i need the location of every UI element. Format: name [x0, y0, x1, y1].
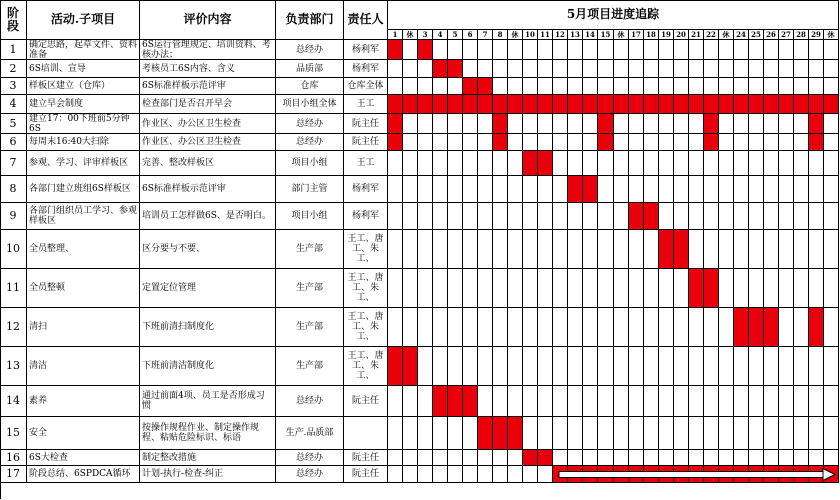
arrow-head — [823, 469, 835, 481]
row-17-stage[interactable]: 17 — [0, 466, 27, 483]
header-activity[interactable]: 活动.子项目 — [27, 0, 140, 40]
row-3-activity[interactable]: 样板区建立（仓库） — [27, 78, 140, 95]
row-12-department[interactable]: 生产部 — [276, 308, 344, 347]
row-11-evaluation[interactable]: 定置定位管理 — [140, 269, 276, 308]
row-17-department[interactable]: 总经办 — [276, 466, 344, 483]
row-5-stage[interactable]: 5 — [0, 114, 27, 134]
row-14-activity[interactable]: 素养 — [27, 386, 140, 417]
row-2-activity[interactable]: 6S培训、宣导 — [27, 60, 140, 78]
row-1-evaluation[interactable]: 6S运行管理规定、培训资料、考核办法； — [140, 40, 276, 60]
row-9-activity[interactable]: 各部门组织员工学习、参观样板区 — [27, 203, 140, 230]
day-header-23[interactable]: 24 — [734, 30, 749, 40]
row-16-owner[interactable]: 阮主任 — [344, 450, 388, 466]
row-6-activity[interactable]: 每周末16:40大扫除 — [27, 134, 140, 151]
day-header-2[interactable]: 3 — [418, 30, 433, 40]
row-16-evaluation[interactable]: 制定整改措施 — [140, 450, 276, 466]
row-15-department[interactable]: 生产.品质部 — [276, 417, 344, 450]
row-9-stage[interactable]: 9 — [0, 203, 27, 230]
row-13-evaluation[interactable]: 下班前清洁制度化 — [140, 347, 276, 386]
row-1-department[interactable]: 总经办 — [276, 40, 344, 60]
row-8-stage[interactable]: 8 — [0, 176, 27, 203]
row-10-owner[interactable]: 王工、唐工、朱工、 — [344, 230, 388, 269]
row-17-activity[interactable]: 阶段总结、6SPDCA循环 — [27, 466, 140, 483]
header-department[interactable]: 负责部门 — [276, 0, 344, 40]
header-stage[interactable]: 阶段 — [0, 0, 27, 40]
day-header-28[interactable]: 29 — [809, 30, 824, 40]
row-13-activity[interactable]: 清洁 — [27, 347, 140, 386]
day-header-24[interactable]: 25 — [749, 30, 764, 40]
row-17-owner[interactable]: 阮主任 — [344, 466, 388, 483]
row-2-evaluation[interactable]: 考核员工6S内容、含义 — [140, 60, 276, 78]
row-6-owner[interactable]: 阮主任 — [344, 134, 388, 151]
row-14-owner[interactable]: 阮主任 — [344, 386, 388, 417]
day-header-19[interactable]: 20 — [674, 30, 689, 40]
row-7-owner[interactable]: 王工 — [344, 151, 388, 176]
row-11-stage[interactable]: 11 — [0, 269, 27, 308]
row-9-evaluation[interactable]: 培训员工怎样做6S、是否明白。 — [140, 203, 276, 230]
day-header-4[interactable]: 5 — [448, 30, 463, 40]
row-13-department[interactable]: 生产部 — [276, 347, 344, 386]
row-6-department[interactable]: 总经办 — [276, 134, 344, 151]
day-header-13[interactable]: 14 — [583, 30, 598, 40]
row-5-activity[interactable]: 建立17：00下班前5分钟6S — [27, 114, 140, 134]
day-header-0[interactable]: 1 — [388, 30, 403, 40]
day-header-14[interactable]: 15 — [598, 30, 614, 40]
day-header-26[interactable]: 27 — [779, 30, 794, 40]
row-3-department[interactable]: 仓库 — [276, 78, 344, 95]
row-4-owner[interactable]: 王工 — [344, 95, 388, 114]
row-3-evaluation[interactable]: 6S标准样板示范评审 — [140, 78, 276, 95]
row-12-stage[interactable]: 12 — [0, 308, 27, 347]
row-16-department[interactable]: 总经办 — [276, 450, 344, 466]
row-8-evaluation[interactable]: 6S标准样板示范评审 — [140, 176, 276, 203]
row-8-department[interactable]: 部门主管 — [276, 176, 344, 203]
day-header-25[interactable]: 26 — [764, 30, 779, 40]
row-12-activity[interactable]: 清扫 — [27, 308, 140, 347]
row-5-owner[interactable]: 阮主任 — [344, 114, 388, 134]
row-14-stage[interactable]: 14 — [0, 386, 27, 417]
day-header-29[interactable]: 休 — [824, 30, 839, 40]
day-header-5[interactable]: 6 — [463, 30, 478, 40]
row-1-stage[interactable]: 1 — [0, 40, 27, 60]
day-header-21[interactable]: 22 — [704, 30, 719, 40]
row-2-stage[interactable]: 2 — [0, 60, 27, 78]
day-header-15[interactable]: 休 — [614, 30, 629, 40]
header-owner[interactable]: 责任人 — [344, 0, 388, 40]
row-8-activity[interactable]: 各部门建立班组6S样板区 — [27, 176, 140, 203]
row-6-stage[interactable]: 6 — [0, 134, 27, 151]
row-6-evaluation[interactable]: 作业区、办公区卫生检查 — [140, 134, 276, 151]
row-10-evaluation[interactable]: 区分要与不要、 — [140, 230, 276, 269]
day-header-17[interactable]: 18 — [644, 30, 659, 40]
row-8-owner[interactable]: 杨利军 — [344, 176, 388, 203]
header-evaluation[interactable]: 评价内容 — [140, 0, 276, 40]
row-14-department[interactable]: 总经办 — [276, 386, 344, 417]
day-header-3[interactable]: 4 — [433, 30, 448, 40]
row-4-evaluation[interactable]: 检查部门是否召开早会 — [140, 95, 276, 114]
day-header-8[interactable]: 休 — [508, 30, 523, 40]
row-13-stage[interactable]: 13 — [0, 347, 27, 386]
day-header-22[interactable]: 休 — [719, 30, 734, 40]
row-3-owner[interactable]: 仓库全体 — [344, 78, 388, 95]
row-5-evaluation[interactable]: 作业区、办公区卫生检查 — [140, 114, 276, 134]
day-header-11[interactable]: 12 — [553, 30, 568, 40]
row-9-department[interactable]: 项目小组 — [276, 203, 344, 230]
row-15-stage[interactable]: 15 — [0, 417, 27, 450]
header-progress-title[interactable]: 5月项目进度追踪 — [388, 0, 839, 30]
day-header-18[interactable]: 19 — [659, 30, 674, 40]
row-5-department[interactable]: 总经办 — [276, 114, 344, 134]
row-2-owner[interactable]: 杨利军 — [344, 60, 388, 78]
row-1-owner[interactable]: 杨利军 — [344, 40, 388, 60]
row-11-activity[interactable]: 全员整顿 — [27, 269, 140, 308]
row-17-evaluation[interactable]: 计划-执行-检查-纠正 — [140, 466, 276, 483]
row-7-department[interactable]: 项目小组 — [276, 151, 344, 176]
row-11-owner[interactable]: 王工、唐工、朱工、 — [344, 269, 388, 308]
row-7-evaluation[interactable]: 完善、整改样板区 — [140, 151, 276, 176]
row-4-activity[interactable]: 建立早会制度 — [27, 95, 140, 114]
day-header-16[interactable]: 17 — [629, 30, 644, 40]
row-4-department[interactable]: 项目小组全体 — [276, 95, 344, 114]
row-9-owner[interactable]: 杨利军 — [344, 203, 388, 230]
day-header-9[interactable]: 10 — [523, 30, 538, 40]
day-header-6[interactable]: 7 — [478, 30, 493, 40]
row-16-activity[interactable]: 6S大检查 — [27, 450, 140, 466]
row-10-stage[interactable]: 10 — [0, 230, 27, 269]
row-16-stage[interactable]: 16 — [0, 450, 27, 466]
day-header-20[interactable]: 21 — [689, 30, 704, 40]
row-15-activity[interactable]: 安全 — [27, 417, 140, 450]
day-header-27[interactable]: 28 — [794, 30, 809, 40]
day-header-1[interactable]: 休 — [403, 30, 418, 40]
row-1-activity[interactable]: 确定思路，起草文件、资料准备 — [27, 40, 140, 60]
day-header-10[interactable]: 11 — [538, 30, 553, 40]
row-15-evaluation[interactable]: 按操作规程作业、制定操作规程、粘贴危险标识、标语 — [140, 417, 276, 450]
row-3-stage[interactable]: 3 — [0, 78, 27, 95]
row-10-activity[interactable]: 全员整理、 — [27, 230, 140, 269]
row-14-evaluation[interactable]: 通过前面4项、员工是否形成习惯 — [140, 386, 276, 417]
row-10-department[interactable]: 生产部 — [276, 230, 344, 269]
row-13-owner[interactable]: 王工、唐工、朱工、 — [344, 347, 388, 386]
day-header-12[interactable]: 13 — [568, 30, 583, 40]
row-7-activity[interactable]: 参观、学习、评审样板区 — [27, 151, 140, 176]
row-2-department[interactable]: 品质部 — [276, 60, 344, 78]
row-12-evaluation[interactable]: 下班前清扫制度化 — [140, 308, 276, 347]
row-4-stage[interactable]: 4 — [0, 95, 27, 114]
row-11-department[interactable]: 生产部 — [276, 269, 344, 308]
row-7-stage[interactable]: 7 — [0, 151, 27, 176]
arrow-shaft — [559, 472, 823, 478]
day-header-7[interactable]: 8 — [493, 30, 508, 40]
row-12-owner[interactable]: 王工、唐工、朱工、 — [344, 308, 388, 347]
